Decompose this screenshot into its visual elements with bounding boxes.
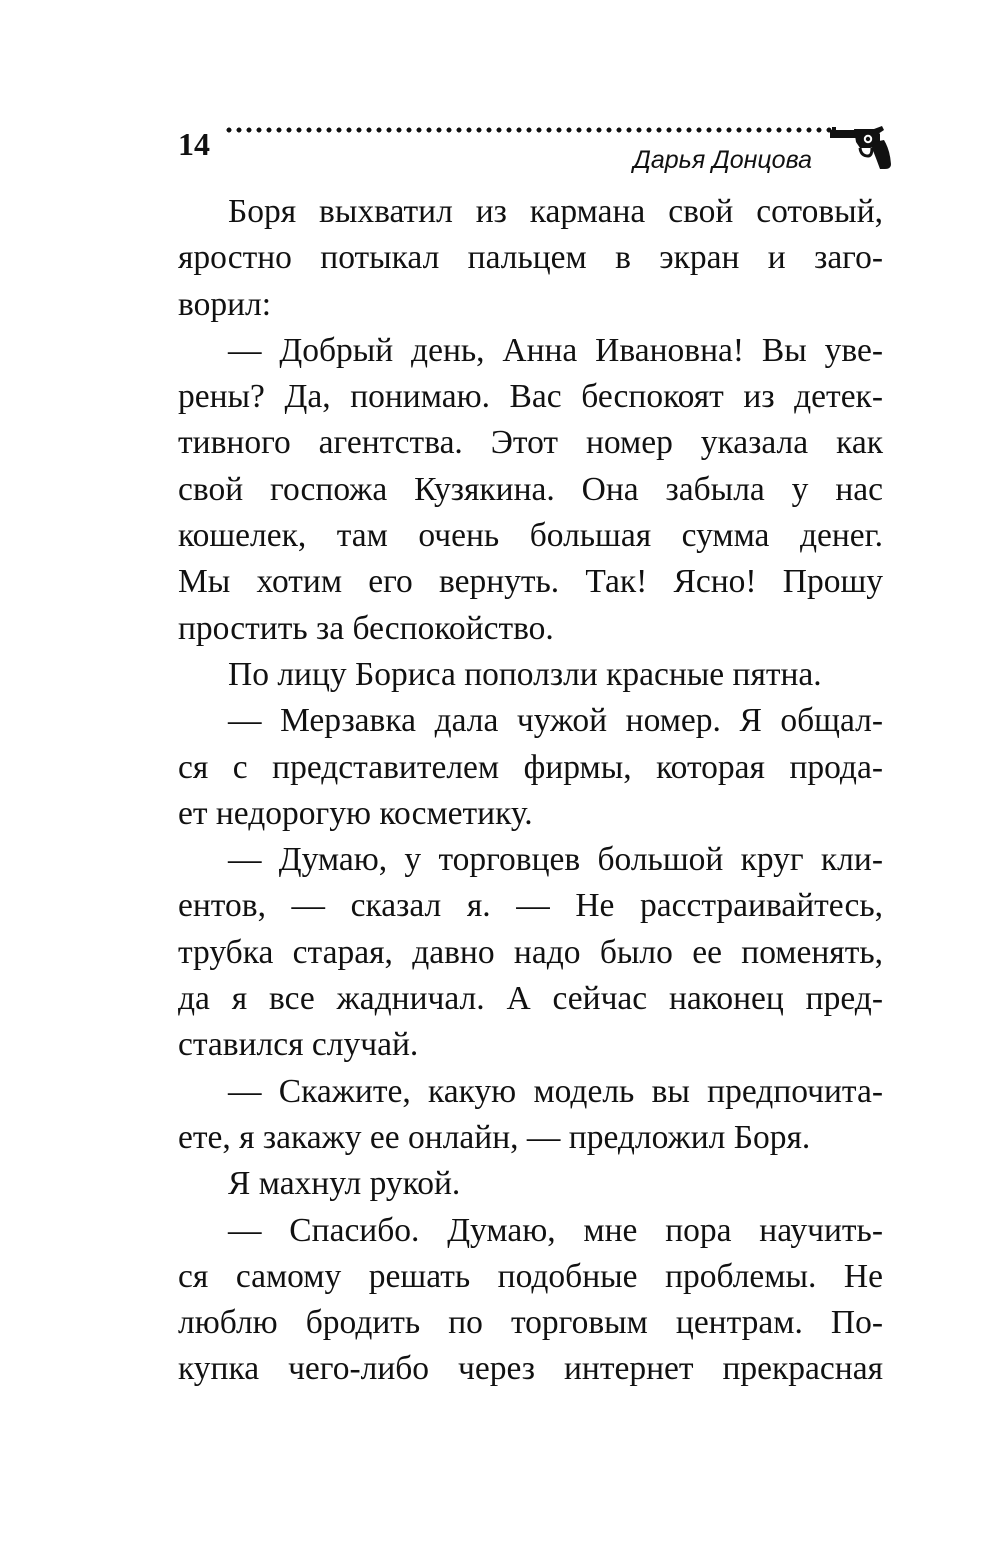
text-line: Боря выхватил из кармана свой сотовый, [228, 193, 883, 230]
text-line: простить за беспокойство. [178, 609, 554, 647]
text-line: ся самому решать подобные проблемы. Не [178, 1257, 883, 1295]
text-line: ете, я закажу ее онлайн, — предложил Боря. [178, 1118, 811, 1156]
text-line: Мы хотим его вернуть. Так! Ясно! Прошу [178, 563, 883, 601]
text-line: Я махнул рукой. [228, 1165, 461, 1203]
author-name: Дарья Донцова [633, 146, 812, 174]
text-line: — Спасибо. Думаю, мне пора научить- [228, 1211, 883, 1249]
text-line: яростно потыкал пальцем в экран и заго- [178, 239, 883, 277]
running-header [178, 118, 890, 180]
page-number: 14 [178, 126, 210, 162]
page-body-text [178, 189, 883, 1393]
revolver-icon [830, 126, 892, 170]
text-line: люблю бродить по торговым центрам. По- [178, 1304, 883, 1342]
text-line: ворил: [178, 285, 272, 323]
text-line: кошелек, там очень большая сумма денег. [178, 517, 883, 555]
text-line: — Скажите, какую модель вы предпочита- [228, 1072, 883, 1110]
text-line: рены? Да, понимаю. Вас беспокоят из детек- [178, 378, 883, 416]
text-line: ся с представителем фирмы, которая прода- [178, 748, 883, 786]
dotted-rule [224, 126, 832, 134]
text-line: тивного агентства. Этот номер указала как [178, 424, 883, 462]
text-line: трубка старая, давно надо было ее поменять, [178, 933, 883, 971]
text-line: — Думаю, у торговцев большой круг кли- [228, 841, 883, 879]
text-line: — Добрый день, Анна Ивановна! Вы уве- [228, 331, 883, 369]
text-line: ставился случай. [178, 1026, 419, 1064]
text-line: — Мерзавка дала чужой номер. Я общал- [228, 702, 883, 740]
text-line: да я все жадничал. А сейчас наконец пред- [178, 980, 883, 1018]
text-line: свой госпожа Кузякина. Она забыла у нас [178, 470, 883, 508]
text-line: купка чего-либо через интернет прекрасная [178, 1350, 883, 1388]
text-line: ет недорогую косметику. [178, 794, 533, 832]
text-line: ентов, — сказал я. — Не расстраивайтесь, [178, 887, 883, 925]
text-line: По лицу Бориса поползли красные пятна. [228, 655, 822, 693]
